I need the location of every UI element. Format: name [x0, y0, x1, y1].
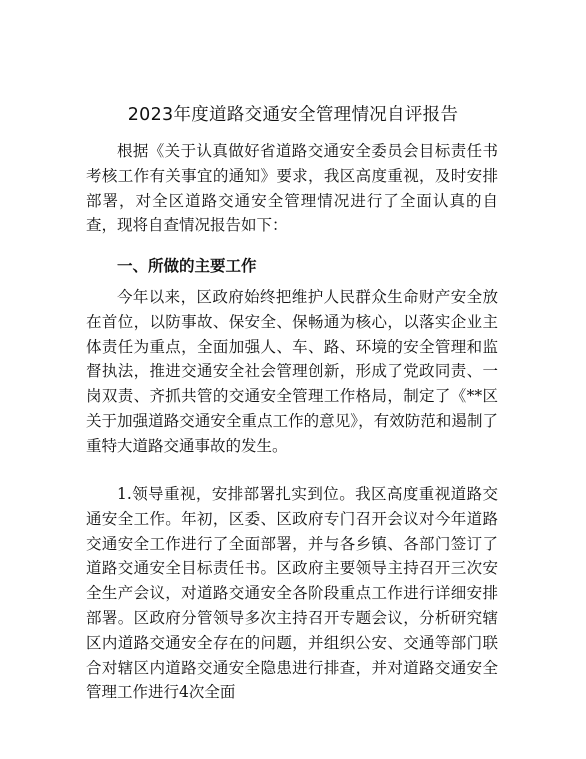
intro-paragraph: 根据《关于认真做好省道路交通安全委员会目标责任书考核工作有关事宜的通知》要求，我区高度重视，及时安排部署，对全区道路交通安全管理情况进行了全面认真的自查，现将自查情况报告如下： [86, 142, 498, 235]
document-title: 2023年度道路交通安全管理情况自评报告 [127, 105, 459, 125]
item-1-paragraph: 1.领导重视，安排部署扎实到位。我区高度重视道路交通安全工作。年初，区委、区政府专门召开会议对今年道路交通安全工作进行了全面部署，并与各乡镇、各部门签订了道路交通安全目标责任书。区政府主要领导主持召开三次安全生产会议，对道路交通安全各阶段重点工作进行详细安排部署。区政府分管领导多次主持召开专题会议，分析研究辖区内道路交通安全存在的问题，并组织公安、交通等部门联合对辖区内道路交通安全隐患进行排查，并对道路交通安全管理工作进行4次全面 [86, 485, 498, 702]
overview-paragraph: 今年以来，区政府始终把维护人民群众生命财产安全放在首位，以防事故、保安全、保畅通为核心，以落实企业主体责任为重点，全面加强人、车、路、环境的安全管理和监督执法，推进交通安全社会管理创新，形成了党政同责、一岗双责、齐抓共管的交通安全管理工作格局，制定了《**区关于加强道路交通安全重点工作的意见》，有效防范和遏制了重特大道路交通事故的发生。 [86, 288, 498, 455]
section-heading: 一、所做的主要工作 [117, 256, 257, 275]
